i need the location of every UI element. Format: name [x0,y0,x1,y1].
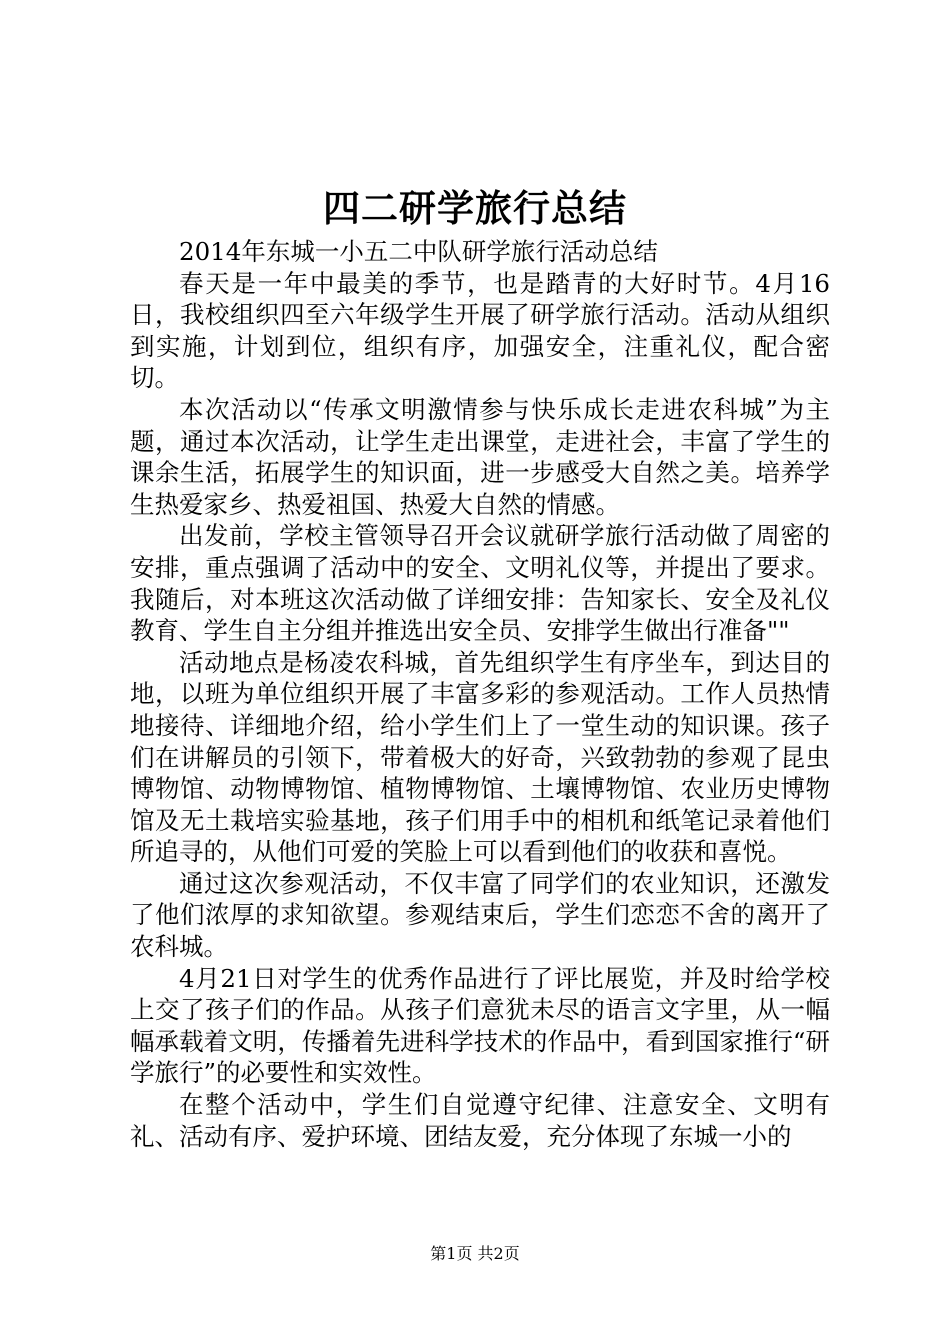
paragraph: 4月21日对学生的优秀作品进行了评比展览，并及时给学校上交了孩子们的作品。从孩子们意犹未尽的语言文字里，从一幅幅承载着文明，传播着先进科学技术的作品中，看到国家推行“研学旅行”的必要性和实效性。 [130,963,830,1088]
document-title: 四二研学旅行总结 [323,186,627,230]
paragraph: 在整个活动中，学生们自觉遵守纪律、注意安全、文明有礼、活动有序、爱护环境、团结友爱，充分体现了东城一小的 [130,1090,830,1151]
paragraph: 本次活动以“传承文明激情参与快乐成长走进农科城”为主题，通过本次活动，让学生走出课堂，走进社会，丰富了学生的课余生活，拓展学生的知识面，进一步感受大自然之美。培养学生热爱家乡、热爱祖国、热爱大自然的情感。 [130,394,830,519]
document-body [130,236,830,1152]
paragraph-subtitle: 2014年东城一小五二中队研学旅行活动总结 [179,237,658,266]
page-indicator: 第1页 共2页 [430,1244,520,1263]
paragraph: 活动地点是杨凌农科城，首先组织学生有序坐车，到达目的地，以班为单位组织开展了丰富多彩的参观活动。工作人员热情地接待、详细地介绍，给小学生们上了一堂生动的知识课。孩子们在讲解员的引领下，带着极大的好奇，兴致勃勃的参观了昆虫博物馆、动物博物馆、植物博物馆、土壤博物馆、农业历史博物馆及无土栽培实验基地，孩子们用手中的相机和纸笔记录着他们所追寻的，从他们可爱的笑脸上可以看到他们的收获和喜悦。 [130,647,830,867]
paragraph: 通过这次参观活动，不仅丰富了同学们的农业知识，还激发了他们浓厚的求知欲望。参观结束后，学生们恋恋不舍的离开了农科城。 [130,868,830,962]
paragraph: 春天是一年中最美的季节，也是踏青的大好时节。4月16日，我校组织四至六年级学生开展了研学旅行活动。活动从组织到实施，计划到位，组织有序，加强安全，注重礼仪，配合密切。 [130,268,830,393]
paragraph: 出发前，学校主管领导召开会议就研学旅行活动做了周密的安排，重点强调了活动中的安全、文明礼仪等，并提出了要求。我随后，对本班这次活动做了详细安排：告知家长、安全及礼仪教育、学生自主分组并推选出安全员、安排学生做出行准备"" [130,521,830,646]
